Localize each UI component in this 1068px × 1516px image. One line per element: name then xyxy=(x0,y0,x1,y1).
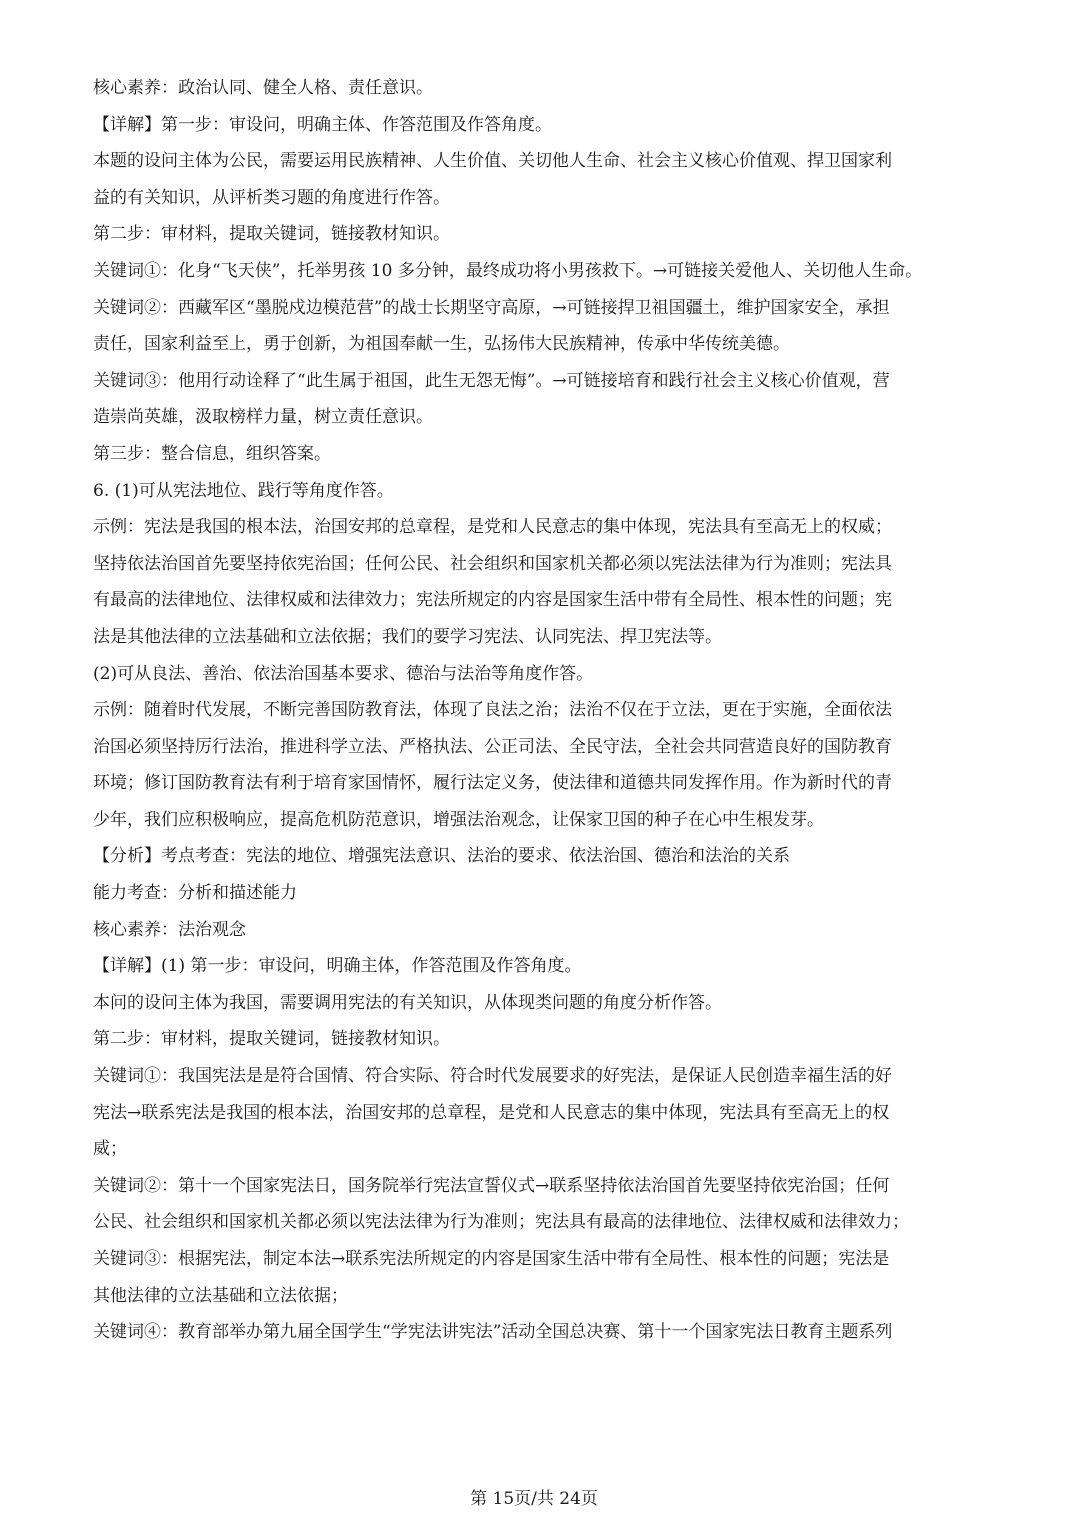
text-line: 关键词③：他用行动诠释了“此生属于祖国，此生无怨无悔”。→可链接培育和践行社会主义核心价值观，营 xyxy=(93,370,890,391)
text-line: 其他法律的立法基础和立法依据； xyxy=(93,1285,348,1306)
text-line: 关键词④：教育部举办第九届全国学生“学宪法讲宪法”活动全国总决赛、第十一个国家宪法日教育主题系列 xyxy=(93,1322,893,1343)
text-line: 关键词①：化身“飞天侠”，托举男孩 10 多分钟，最终成功将小男孩救下。→可链接关爱他人、关切他人生命。 xyxy=(93,260,923,281)
text-line: 【详解】(1) 第一步：审设问，明确主体，作答范围及作答角度。 xyxy=(93,956,582,977)
text-line: 本问的设问主体为我国，需要调用宪法的有关知识，从体现类问题的角度分析作答。 xyxy=(93,992,722,1013)
text-line: 关键词②：第十一个国家宪法日，国务院举行宪法宣誓仪式→联系坚持依法治国首先要坚持依宪治国；任何 xyxy=(93,1175,890,1196)
text-line: 宪法→联系宪法是我国的根本法，治国安邦的总章程，是党和人民意志的集中体现，宪法具有至高无上的权 xyxy=(93,1102,890,1123)
text-line: 本题的设问主体为公民，需要运用民族精神、人生价值、关切他人生命、社会主义核心价值观、捍卫国家利 xyxy=(93,151,892,172)
text-line: 【详解】第一步：审设问，明确主体、作答范围及作答角度。 xyxy=(93,114,552,135)
text-line: 6. (1)可从宪法地位、践行等角度作答。 xyxy=(93,480,394,501)
text-line: 坚持依法治国首先要坚持依宪治国；任何公民、社会组织和国家机关都必须以宪法法律为行为准则；宪法具 xyxy=(93,553,892,574)
text-line: 关键词②：西藏军区“墨脱戍边模范营”的战士长期坚守高原，→可链接捍卫祖国疆土，维护国家安全，承担 xyxy=(93,297,890,318)
text-line: 核心素养：政治认同、健全人格、责任意识。 xyxy=(93,78,433,98)
text-line: 造崇尚英雄，汲取榜样力量，树立责任意识。 xyxy=(93,407,433,428)
text-line: 示例：随着时代发展，不断完善国防教育法，体现了良法之治；法治不仅在于立法，更在于实施，全面依法 xyxy=(93,700,892,721)
text-line: 第三步：整合信息，组织答案。 xyxy=(93,443,331,464)
text-line: 示例：宪法是我国的根本法，治国安邦的总章程，是党和人民意志的集中体现，宪法具有至高无上的权威； xyxy=(93,517,892,538)
text-line: 少年，我们应积极响应，提高危机防范意识，增强法治观念，让保家卫国的种子在心中生根发芽。 xyxy=(93,809,824,830)
text-line: 有最高的法律地位、法律权威和法律效力；宪法所规定的内容是国家生活中带有全局性、根本性的问题；宪 xyxy=(93,590,892,611)
text-line: 法是其他法律的立法基础和立法依据；我们的要学习宪法、认同宪法、捍卫宪法等。 xyxy=(93,626,722,647)
text-line: 【分析】考点考查：宪法的地位、增强宪法意识、法治的要求、依法治国、德治和法治的关系 xyxy=(93,846,790,867)
text-line: (2)可从良法、善治、依法治国基本要求、德治与法治等角度作答。 xyxy=(93,663,594,684)
text-line: 益的有关知识，从评析类习题的角度进行作答。 xyxy=(93,187,450,208)
text-line: 公民、社会组织和国家机关都必须以宪法法律为行为准则；宪法具有最高的法律地位、法律权威和法律效力； xyxy=(93,1212,909,1233)
text-line: 环境；修订国防教育法有利于培育家国情怀，履行法定义务，使法律和道德共同发挥作用。作为新时代的青 xyxy=(93,773,892,794)
text-line: 核心素养：法治观念 xyxy=(93,919,246,940)
document-body xyxy=(93,70,983,1351)
text-line: 能力考查：分析和描述能力 xyxy=(93,883,297,904)
text-line: 关键词③：根据宪法，制定本法→联系宪法所规定的内容是国家生活中带有全局性、根本性的问题；宪法是 xyxy=(93,1249,890,1269)
text-line: 责任，国家利益至上，勇于创新，为祖国奉献一生，弘扬伟大民族精神，传承中华传统美德。 xyxy=(93,334,790,355)
text-line: 第二步：审材料，提取关键词，链接教材知识。 xyxy=(93,1029,450,1050)
page-number-footer: 第 15页/共 24页 xyxy=(470,1489,598,1509)
text-line: 治国必须坚持厉行法治，推进科学立法、严格执法、公正司法、全民守法，全社会共同营造良好的国防教育 xyxy=(93,736,892,757)
text-line: 威； xyxy=(93,1139,127,1160)
text-line: 第二步：审材料，提取关键词，链接教材知识。 xyxy=(93,224,450,245)
text-line: 关键词①：我国宪法是是符合国情、符合实际、符合时代发展要求的好宪法，是保证人民创造幸福生活的好 xyxy=(93,1066,892,1087)
